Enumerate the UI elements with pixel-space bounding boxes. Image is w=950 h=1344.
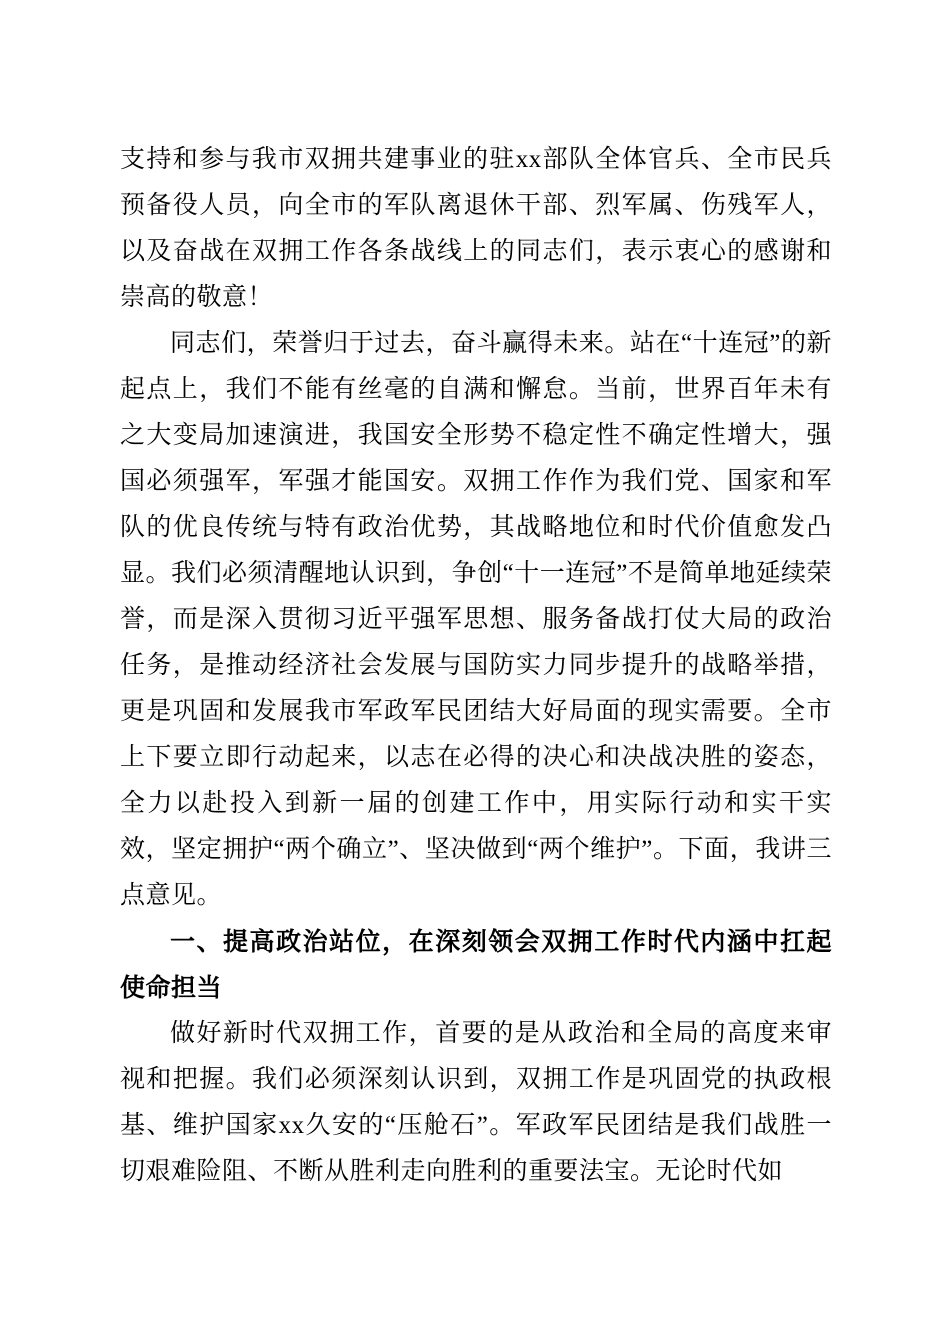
section-heading-1: 一、提高政治站位，在深刻领会双拥工作时代内涵中扛起使命担当 xyxy=(120,928,832,1002)
paragraph-continuation: 支持和参与我市双拥共建事业的驻xx部队全体官兵、全市民兵预备役人员，向全市的军队离退休干部、烈军属、伤残军人，以及奋战在双拥工作各条战线上的同志们，表示衷心的感谢和崇高的敬意！ xyxy=(120,146,832,311)
paragraph-body-1: 同志们，荣誉归于过去，奋斗赢得未来。站在“十连冠”的新起点上，我们不能有丝毫的自满和懈怠。当前，世界百年未有之大变局加速演进，我国安全形势不稳定性不确定性增大，强国必须强军，军强才能国安。双拥工作作为我们党、国家和军队的优良传统与特有政治优势，其战略地位和时代价值愈发凸显。我们必须清醒地认识到，争创“十一连冠”不是简单地延续荣誉，而是深入贯彻习近平强军思想、服务备战打仗大局的政治任务，是推动经济社会发展与国防实力同步提升的战略举措，更是巩固和发展我市军政军民团结大好局面的现实需要。全市上下要立即行动起来，以志在必得的决心和决战决胜的姿态，全力以赴投入到新一届的创建工作中，用实际行动和实干实效，坚定拥护“两个确立”、坚决做到“两个维护”。下面，我讲三点意见。 xyxy=(120,330,832,909)
paragraph-body-2: 做好新时代双拥工作，首要的是从政治和全局的高度来审视和把握。我们必须深刻认识到，双拥工作是巩固党的执政根基、维护国家xx久安的“压舱石”。军政军民团结是我们战胜一切艰难险阻、不断从胜利走向胜利的重要法宝。无论时代如 xyxy=(120,1020,832,1185)
